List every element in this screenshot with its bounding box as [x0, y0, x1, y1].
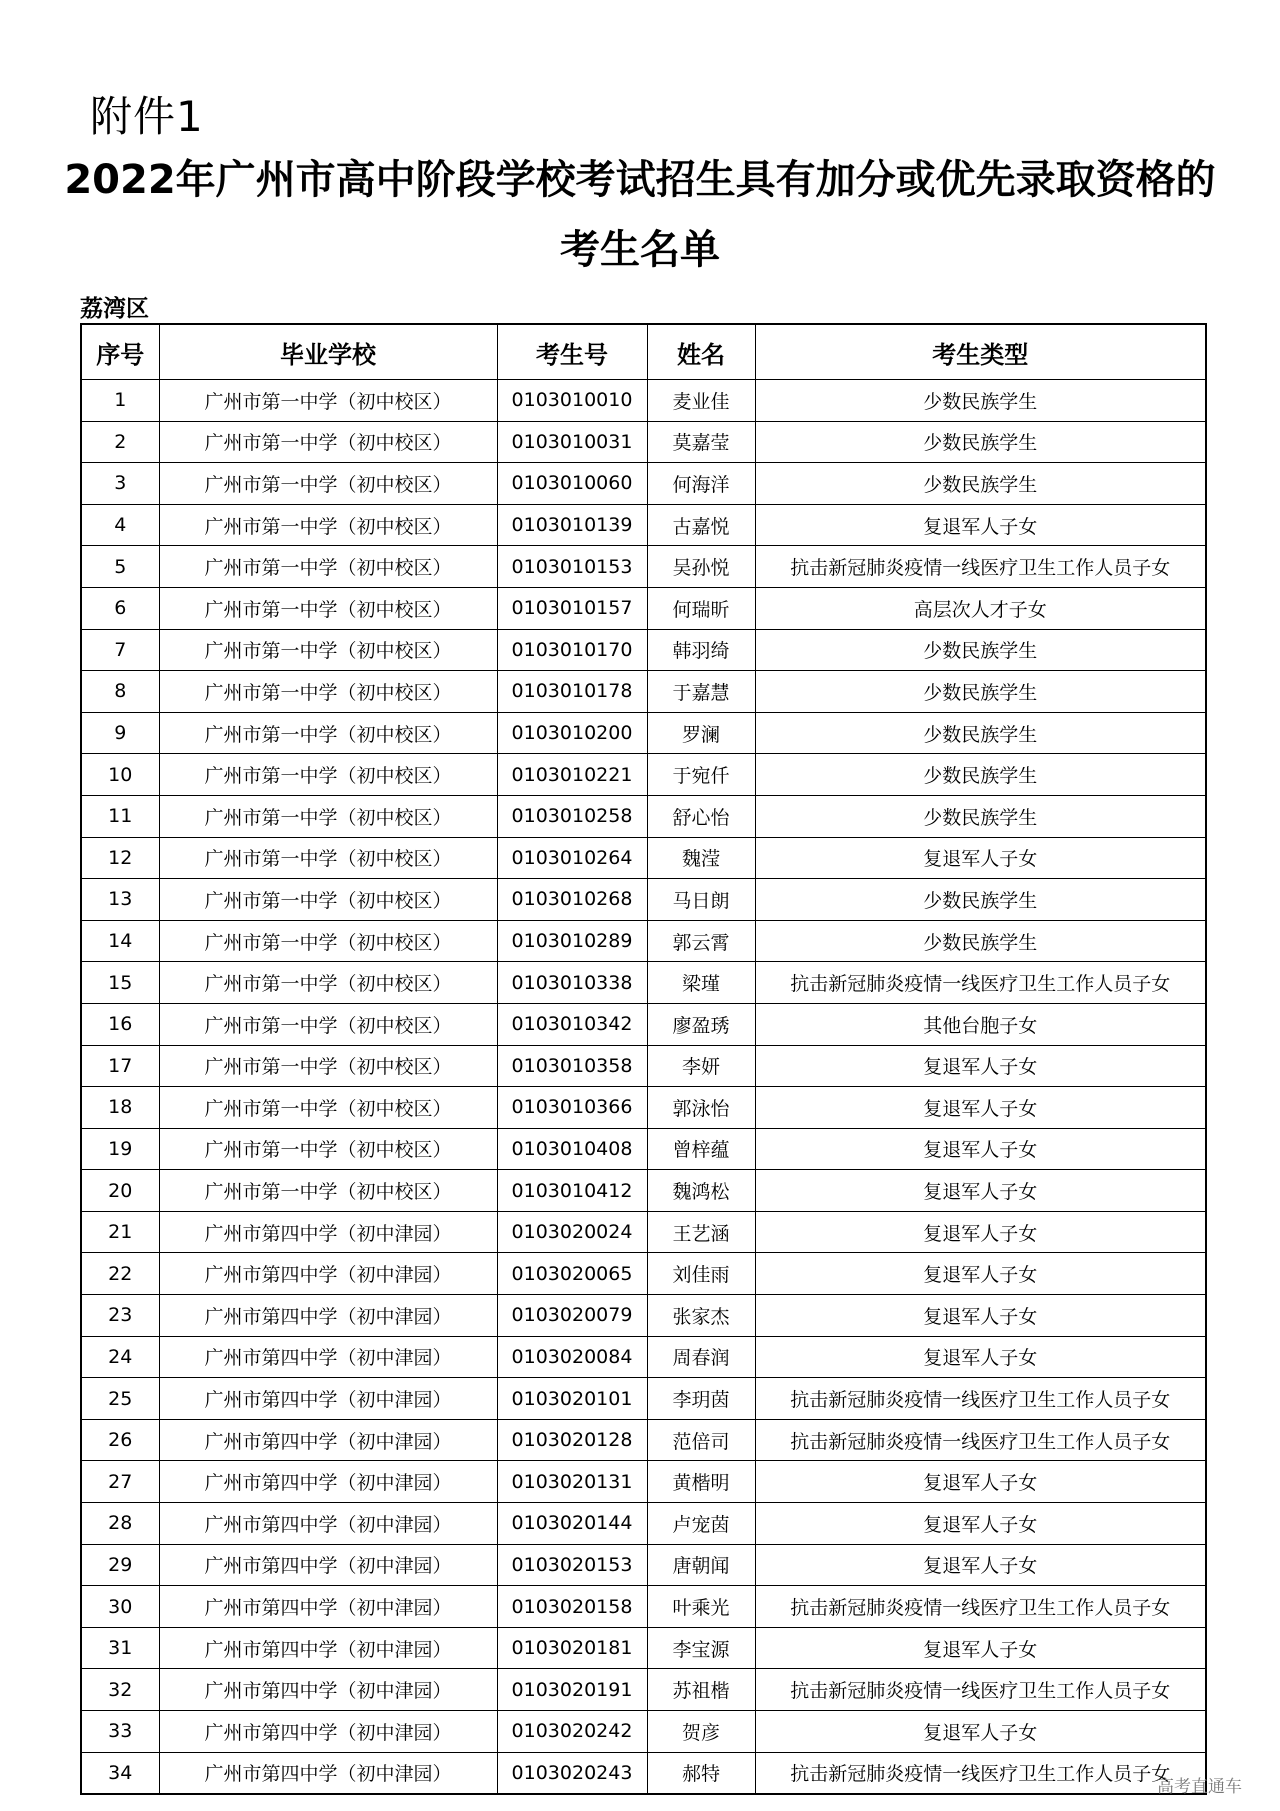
cell-type: 复退军人子女: [755, 1295, 1206, 1337]
cell-school: 广州市第一中学（初中校区）: [159, 1003, 497, 1045]
cell-index: 33: [81, 1711, 159, 1753]
cell-school: 广州市第一中学（初中校区）: [159, 629, 497, 671]
cell-index: 32: [81, 1669, 159, 1711]
cell-name: 苏祖楷: [647, 1669, 755, 1711]
cell-index: 14: [81, 920, 159, 962]
cell-exam-id: 0103020153: [497, 1544, 647, 1586]
cell-index: 16: [81, 1003, 159, 1045]
table-row: [81, 546, 1206, 588]
table-row: [81, 712, 1206, 754]
cell-school: 广州市第一中学（初中校区）: [159, 546, 497, 588]
cell-school: 广州市第四中学（初中津园）: [159, 1752, 497, 1794]
cell-exam-id: 0103010010: [497, 380, 647, 422]
cell-school: 广州市第一中学（初中校区）: [159, 962, 497, 1004]
cell-name: 廖盈琇: [647, 1003, 755, 1045]
cell-type: 少数民族学生: [755, 421, 1206, 463]
cell-exam-id: 0103020128: [497, 1419, 647, 1461]
cell-exam-id: 0103010412: [497, 1170, 647, 1212]
cell-index: 8: [81, 671, 159, 713]
cell-type: 复退军人子女: [755, 1711, 1206, 1753]
cell-name: 魏鸿松: [647, 1170, 755, 1212]
cell-index: 20: [81, 1170, 159, 1212]
cell-exam-id: 0103010366: [497, 1087, 647, 1129]
cell-name: 卢宠茵: [647, 1503, 755, 1545]
cell-index: 3: [81, 463, 159, 505]
cell-exam-id: 0103010031: [497, 421, 647, 463]
cell-index: 24: [81, 1336, 159, 1378]
cell-type: 复退军人子女: [755, 504, 1206, 546]
cell-name: 黄楷明: [647, 1461, 755, 1503]
cell-index: 27: [81, 1461, 159, 1503]
cell-school: 广州市第四中学（初中津园）: [159, 1711, 497, 1753]
cell-type: 复退军人子女: [755, 1087, 1206, 1129]
table-row: [81, 837, 1206, 879]
cell-exam-id: 0103020191: [497, 1669, 647, 1711]
cell-school: 广州市第一中学（初中校区）: [159, 754, 497, 796]
cell-index: 2: [81, 421, 159, 463]
cell-school: 广州市第四中学（初中津园）: [159, 1586, 497, 1628]
cell-exam-id: 0103010342: [497, 1003, 647, 1045]
cell-name: 王艺涵: [647, 1211, 755, 1253]
cell-name: 何瑞昕: [647, 587, 755, 629]
cell-type: 少数民族学生: [755, 754, 1206, 796]
cell-index: 15: [81, 962, 159, 1004]
cell-name: 于宛仟: [647, 754, 755, 796]
cell-index: 28: [81, 1503, 159, 1545]
cell-exam-id: 0103020144: [497, 1503, 647, 1545]
cell-name: 刘佳雨: [647, 1253, 755, 1295]
table-row: [81, 1419, 1206, 1461]
cell-type: 少数民族学生: [755, 629, 1206, 671]
table-row: [81, 795, 1206, 837]
cell-type: 复退军人子女: [755, 1045, 1206, 1087]
document-title: 2022年广州市高中阶段学校考试招生具有加分或优先录取资格的: [64, 157, 1216, 203]
cell-type: 复退军人子女: [755, 1461, 1206, 1503]
candidate-table: [80, 323, 1207, 1795]
cell-exam-id: 0103010139: [497, 504, 647, 546]
watermark-text: 高考直通车: [1157, 1777, 1242, 1797]
cell-type: 复退军人子女: [755, 1336, 1206, 1378]
table-row: [81, 754, 1206, 796]
cell-type: 其他台胞子女: [755, 1003, 1206, 1045]
cell-school: 广州市第四中学（初中津园）: [159, 1211, 497, 1253]
cell-index: 19: [81, 1128, 159, 1170]
cell-type: 复退军人子女: [755, 1170, 1206, 1212]
cell-name: 曾梓蕴: [647, 1128, 755, 1170]
cell-name: 唐朝闻: [647, 1544, 755, 1586]
table-row: [81, 1544, 1206, 1586]
table-row: [81, 421, 1206, 463]
cell-type: 少数民族学生: [755, 879, 1206, 921]
cell-school: 广州市第四中学（初中津园）: [159, 1378, 497, 1420]
cell-name: 周春润: [647, 1336, 755, 1378]
cell-school: 广州市第四中学（初中津园）: [159, 1461, 497, 1503]
cell-school: 广州市第一中学（初中校区）: [159, 1128, 497, 1170]
cell-name: 张家杰: [647, 1295, 755, 1337]
cell-exam-id: 0103020243: [497, 1752, 647, 1794]
cell-index: 22: [81, 1253, 159, 1295]
cell-type: 抗击新冠肺炎疫情一线医疗卫生工作人员子女: [755, 1378, 1206, 1420]
cell-name: 古嘉悦: [647, 504, 755, 546]
cell-exam-id: 0103010153: [497, 546, 647, 588]
cell-index: 18: [81, 1087, 159, 1129]
cell-name: 范倍司: [647, 1419, 755, 1461]
table-row: [81, 1087, 1206, 1129]
cell-index: 13: [81, 879, 159, 921]
cell-school: 广州市第一中学（初中校区）: [159, 837, 497, 879]
cell-school: 广州市第一中学（初中校区）: [159, 380, 497, 422]
cell-name: 叶乘光: [647, 1586, 755, 1628]
table-row: [81, 1669, 1206, 1711]
cell-type: 抗击新冠肺炎疫情一线医疗卫生工作人员子女: [755, 1669, 1206, 1711]
cell-exam-id: 0103020181: [497, 1627, 647, 1669]
cell-type: 抗击新冠肺炎疫情一线医疗卫生工作人员子女: [755, 546, 1206, 588]
cell-index: 25: [81, 1378, 159, 1420]
table-row: [81, 671, 1206, 713]
cell-type: 少数民族学生: [755, 671, 1206, 713]
cell-name: 吴孙悦: [647, 546, 755, 588]
table-row: [81, 380, 1206, 422]
cell-name: 于嘉慧: [647, 671, 755, 713]
cell-name: 马日朗: [647, 879, 755, 921]
cell-type: 复退军人子女: [755, 1503, 1206, 1545]
cell-index: 12: [81, 837, 159, 879]
table-body: [81, 380, 1206, 1795]
cell-school: 广州市第四中学（初中津园）: [159, 1295, 497, 1337]
cell-exam-id: 0103010221: [497, 754, 647, 796]
cell-type: 抗击新冠肺炎疫情一线医疗卫生工作人员子女: [755, 1752, 1206, 1794]
cell-name: 郭泳怡: [647, 1087, 755, 1129]
cell-exam-id: 0103010268: [497, 879, 647, 921]
cell-name: 莫嘉莹: [647, 421, 755, 463]
table-row: [81, 1378, 1206, 1420]
cell-type: 少数民族学生: [755, 795, 1206, 837]
cell-type: 复退军人子女: [755, 1253, 1206, 1295]
cell-school: 广州市第四中学（初中津园）: [159, 1253, 497, 1295]
cell-school: 广州市第一中学（初中校区）: [159, 920, 497, 962]
cell-index: 31: [81, 1627, 159, 1669]
cell-index: 10: [81, 754, 159, 796]
table-row: [81, 1253, 1206, 1295]
table-row: [81, 920, 1206, 962]
table-row: [81, 1752, 1206, 1794]
cell-type: 抗击新冠肺炎疫情一线医疗卫生工作人员子女: [755, 1419, 1206, 1461]
cell-school: 广州市第四中学（初中津园）: [159, 1669, 497, 1711]
cell-index: 6: [81, 587, 159, 629]
cell-exam-id: 0103010338: [497, 962, 647, 1004]
cell-school: 广州市第一中学（初中校区）: [159, 463, 497, 505]
cell-exam-id: 0103010170: [497, 629, 647, 671]
cell-name: 郝特: [647, 1752, 755, 1794]
cell-index: 23: [81, 1295, 159, 1337]
cell-index: 17: [81, 1045, 159, 1087]
cell-exam-id: 0103010358: [497, 1045, 647, 1087]
cell-name: 韩羽绮: [647, 629, 755, 671]
cell-school: 广州市第一中学（初中校区）: [159, 1170, 497, 1212]
cell-type: 抗击新冠肺炎疫情一线医疗卫生工作人员子女: [755, 1586, 1206, 1628]
table-row: [81, 879, 1206, 921]
cell-exam-id: 0103010408: [497, 1128, 647, 1170]
cell-type: 复退军人子女: [755, 1627, 1206, 1669]
cell-school: 广州市第一中学（初中校区）: [159, 504, 497, 546]
cell-exam-id: 0103010258: [497, 795, 647, 837]
district-label: 荔湾区: [80, 296, 149, 322]
cell-exam-id: 0103010289: [497, 920, 647, 962]
table-row: [81, 1503, 1206, 1545]
cell-exam-id: 0103010060: [497, 463, 647, 505]
cell-index: 26: [81, 1419, 159, 1461]
table-row: [81, 1586, 1206, 1628]
table-row: [81, 1045, 1206, 1087]
cell-school: 广州市第一中学（初中校区）: [159, 712, 497, 754]
attachment-label: 附件1: [90, 92, 204, 141]
cell-index: 7: [81, 629, 159, 671]
cell-exam-id: 0103020131: [497, 1461, 647, 1503]
cell-school: 广州市第四中学（初中津园）: [159, 1503, 497, 1545]
column-header-type: 考生类型: [755, 324, 1206, 380]
cell-type: 复退军人子女: [755, 1211, 1206, 1253]
cell-type: 复退军人子女: [755, 1128, 1206, 1170]
column-header-exam-id: 考生号: [497, 324, 647, 380]
cell-exam-id: 0103020079: [497, 1295, 647, 1337]
cell-type: 少数民族学生: [755, 380, 1206, 422]
cell-exam-id: 0103020242: [497, 1711, 647, 1753]
cell-school: 广州市第一中学（初中校区）: [159, 879, 497, 921]
cell-school: 广州市第一中学（初中校区）: [159, 421, 497, 463]
cell-school: 广州市第一中学（初中校区）: [159, 587, 497, 629]
table-row: [81, 1003, 1206, 1045]
table-row: [81, 587, 1206, 629]
cell-school: 广州市第四中学（初中津园）: [159, 1419, 497, 1461]
cell-exam-id: 0103020065: [497, 1253, 647, 1295]
table-row: [81, 504, 1206, 546]
table-row: [81, 1627, 1206, 1669]
cell-index: 4: [81, 504, 159, 546]
cell-name: 罗澜: [647, 712, 755, 754]
cell-exam-id: 0103020158: [497, 1586, 647, 1628]
table-row: [81, 1211, 1206, 1253]
cell-name: 贺彦: [647, 1711, 755, 1753]
column-header-school: 毕业学校: [159, 324, 497, 380]
document-title-line2: 考生名单: [560, 227, 720, 273]
cell-school: 广州市第一中学（初中校区）: [159, 1045, 497, 1087]
table-row: [81, 1128, 1206, 1170]
table-row: [81, 1711, 1206, 1753]
cell-index: 5: [81, 546, 159, 588]
cell-index: 9: [81, 712, 159, 754]
cell-exam-id: 0103020024: [497, 1211, 647, 1253]
cell-type: 复退军人子女: [755, 1544, 1206, 1586]
cell-school: 广州市第四中学（初中津园）: [159, 1336, 497, 1378]
cell-name: 李玥茵: [647, 1378, 755, 1420]
cell-type: 高层次人才子女: [755, 587, 1206, 629]
cell-exam-id: 0103010264: [497, 837, 647, 879]
cell-type: 复退军人子女: [755, 837, 1206, 879]
cell-school: 广州市第一中学（初中校区）: [159, 795, 497, 837]
cell-name: 李妍: [647, 1045, 755, 1087]
cell-name: 魏滢: [647, 837, 755, 879]
table-header-row: [81, 324, 1206, 380]
table-row: [81, 1295, 1206, 1337]
cell-type: 少数民族学生: [755, 712, 1206, 754]
cell-index: 34: [81, 1752, 159, 1794]
column-header-index: 序号: [81, 324, 159, 380]
cell-index: 1: [81, 380, 159, 422]
cell-school: 广州市第四中学（初中津园）: [159, 1544, 497, 1586]
cell-name: 郭云霄: [647, 920, 755, 962]
cell-school: 广州市第四中学（初中津园）: [159, 1627, 497, 1669]
cell-type: 抗击新冠肺炎疫情一线医疗卫生工作人员子女: [755, 962, 1206, 1004]
cell-name: 何海洋: [647, 463, 755, 505]
table-row: [81, 629, 1206, 671]
cell-type: 少数民族学生: [755, 920, 1206, 962]
cell-name: 梁瑾: [647, 962, 755, 1004]
cell-index: 29: [81, 1544, 159, 1586]
cell-exam-id: 0103020101: [497, 1378, 647, 1420]
column-header-name: 姓名: [647, 324, 755, 380]
table-row: [81, 1336, 1206, 1378]
table-row: [81, 1461, 1206, 1503]
table-row: [81, 1170, 1206, 1212]
cell-exam-id: 0103010200: [497, 712, 647, 754]
cell-exam-id: 0103010178: [497, 671, 647, 713]
cell-exam-id: 0103020084: [497, 1336, 647, 1378]
cell-school: 广州市第一中学（初中校区）: [159, 1087, 497, 1129]
table-row: [81, 962, 1206, 1004]
cell-index: 11: [81, 795, 159, 837]
cell-index: 30: [81, 1586, 159, 1628]
cell-name: 李宝源: [647, 1627, 755, 1669]
cell-index: 21: [81, 1211, 159, 1253]
cell-name: 舒心怡: [647, 795, 755, 837]
cell-exam-id: 0103010157: [497, 587, 647, 629]
cell-type: 少数民族学生: [755, 463, 1206, 505]
cell-name: 麦业佳: [647, 380, 755, 422]
table-row: [81, 463, 1206, 505]
cell-school: 广州市第一中学（初中校区）: [159, 671, 497, 713]
